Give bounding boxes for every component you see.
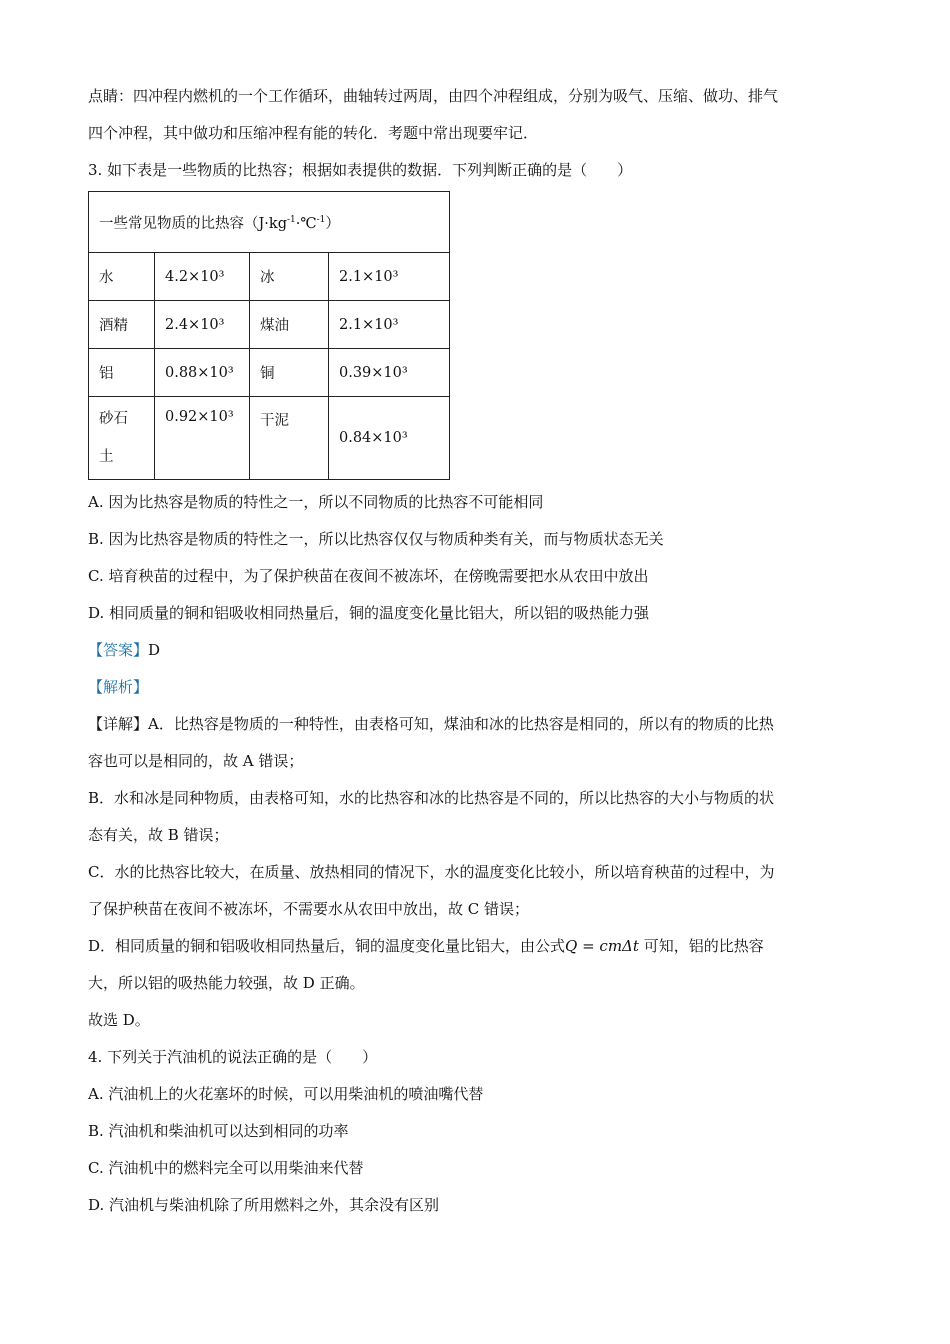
value-cell: 0.92×10³: [155, 397, 250, 480]
q4-stem: 4. 下列关于汽油机的说法正确的是（ ）: [88, 1048, 378, 1066]
table-caption: 一些常见物质的比热容$(J\cdot kg^{-1}\cdot℃^{-1})$: [89, 192, 450, 253]
table-row: [89, 253, 450, 301]
analysis-label: 【解析】: [88, 678, 149, 696]
substance-cell: 干泥: [250, 397, 329, 480]
intro-line-1: 点睛：四冲程内燃机的一个工作循环，曲轴转过两周，由四个冲程组成，分别为吸气、压缩、做功、排气: [88, 87, 779, 105]
value-cell: 0.84×10³: [329, 397, 450, 480]
table-row: [89, 397, 450, 480]
intro-line-2: 四个冲程，其中做功和压缩冲程有能的转化．考题中常出现要牢记．: [88, 124, 539, 142]
answer-value: D: [148, 641, 161, 659]
detail-b-line-1: B．水和冰是同种物质，由表格可知，水的比热容和冰的比热容是不同的，所以比热容的大小与物质的状: [88, 789, 775, 807]
q3-option-c: C. 培育秧苗的过程中，为了保护秧苗在夜间不被冻坏，在傍晚需要把水从农田中放出: [88, 567, 649, 585]
detail-b-line-2: 态有关，故 B 错误；: [88, 826, 229, 844]
value-cell: 0.39×10³: [329, 349, 450, 397]
substance-cell: 水: [89, 253, 155, 301]
q3-stem: 3. 如下表是一些物质的比热容；根据如表提供的数据．下列判断正确的是（ ）: [88, 161, 633, 179]
q3-option-a: A. 因为比热容是物质的特性之一，所以不同物质的比热容不可能相同: [88, 493, 544, 511]
document-page: [88, 78, 864, 1224]
substance-cell: 酒精: [89, 301, 155, 349]
value-cell: 2.1×10³: [329, 301, 450, 349]
value-cell: 2.4×10³: [155, 301, 250, 349]
detail-a-line-1: 【详解】A．比热容是物质的一种特性，由表格可知，煤油和冰的比热容是相同的，所以有的物质的比热: [88, 715, 774, 733]
q4-option-d: D. 汽油机与柴油机除了所用燃料之外，其余没有区别: [88, 1196, 440, 1214]
detail-d-line-2: 大，所以铝的吸热能力较强，故 D 正确。: [88, 974, 365, 992]
q4-option-b: B. 汽油机和柴油机可以达到相同的功率: [88, 1122, 349, 1140]
heat-formula: Q = cmΔt: [565, 937, 639, 955]
value-cell: 4.2×10³: [155, 253, 250, 301]
substance-cell: 铝: [89, 349, 155, 397]
substance-cell: 砂石 土: [89, 397, 155, 480]
substance-cell: 冰: [250, 253, 329, 301]
detail-c-line-2: 了保护秧苗在夜间不被冻坏，不需要水从农田中放出，故 C 错误；: [88, 900, 530, 918]
detail-c-line-1: C．水的比热容比较大，在质量、放热相同的情况下，水的温度变化比较小，所以培育秧苗的过程中，为: [88, 863, 775, 881]
substance-cell: 煤油: [250, 301, 329, 349]
q4-option-c: C. 汽油机中的燃料完全可以用柴油来代替: [88, 1159, 364, 1177]
answer-line: [88, 632, 864, 669]
q3-option-d: D. 相同质量的铜和铝吸收相同热量后，铜的温度变化量比铝大，所以铝的吸热能力强: [88, 604, 650, 622]
substance-cell: 铜: [250, 349, 329, 397]
value-cell: 2.1×10³: [329, 253, 450, 301]
conclusion: 故选 D。: [88, 1011, 150, 1029]
detail-label: 【详解】: [88, 715, 149, 733]
q4-option-a: A. 汽油机上的火花塞坏的时候，可以用柴油机的喷油嘴代替: [88, 1085, 484, 1103]
detail-a-line-2: 容也可以是相同的，故 A 错误；: [88, 752, 304, 770]
value-cell: 0.88×10³: [155, 349, 250, 397]
specific-heat-table: [88, 191, 450, 480]
detail-d-line-1: D．相同质量的铜和铝吸收相同热量后，铜的温度变化量比铝大，由公式Q = cmΔt 可知，铝的比热容: [88, 937, 764, 955]
answer-label: 【答案】: [88, 641, 149, 659]
table-row: [89, 301, 450, 349]
table-row: [89, 349, 450, 397]
q3-option-b: B. 因为比热容是物质的特性之一，所以比热容仅仅与物质种类有关，而与物质状态无关: [88, 530, 664, 548]
